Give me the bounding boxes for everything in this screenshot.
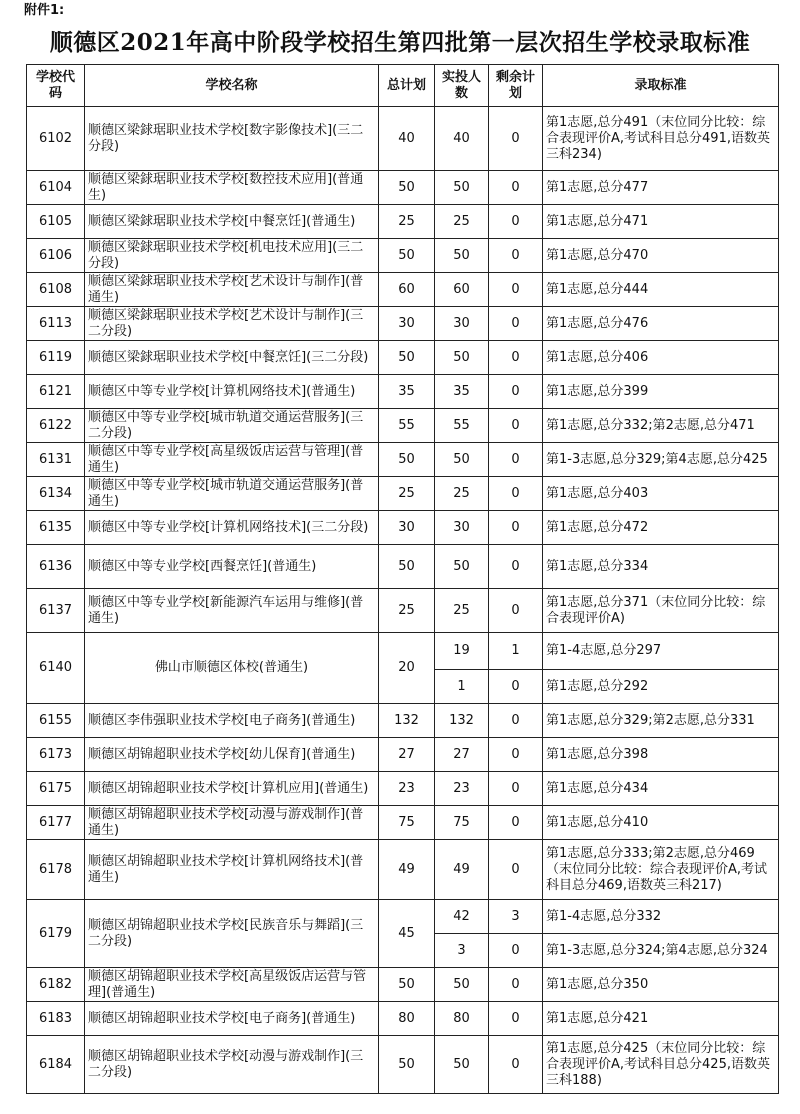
total-plan-cell: 50 <box>379 1036 435 1094</box>
header-actual: 实投人数 <box>435 65 489 107</box>
remaining-plan-cell: 0 <box>489 704 543 738</box>
remaining-plan-cell: 0 <box>489 273 543 307</box>
remaining-plan-cell: 0 <box>489 409 543 443</box>
remaining-plan-cell: 0 <box>489 670 543 704</box>
actual-count-cell: 27 <box>435 738 489 772</box>
actual-count-cell: 19 <box>435 633 489 670</box>
actual-count-cell: 80 <box>435 1002 489 1036</box>
remaining-plan-cell: 0 <box>489 840 543 900</box>
header-code: 学校代码 <box>27 65 85 107</box>
actual-count-cell: 30 <box>435 307 489 341</box>
actual-count-cell: 50 <box>435 171 489 205</box>
remaining-plan-cell: 0 <box>489 171 543 205</box>
total-plan-cell: 132 <box>379 704 435 738</box>
admission-standard-cell: 第1-3志愿,总分324;第4志愿,总分324 <box>543 934 779 968</box>
admission-standard-cell: 第1-4志愿,总分332 <box>543 900 779 934</box>
total-plan-cell: 75 <box>379 806 435 840</box>
school-code-cell: 6178 <box>27 840 85 900</box>
actual-count-cell: 35 <box>435 375 489 409</box>
page-title: 顺德区2021年高中阶段学校招生第四批第一层次招生学校录取标准 <box>49 29 751 56</box>
school-code-cell: 6182 <box>27 968 85 1002</box>
actual-count-cell: 75 <box>435 806 489 840</box>
total-plan-cell: 50 <box>379 239 435 273</box>
school-code-cell: 6140 <box>27 633 85 704</box>
table-row <box>27 171 779 205</box>
table-row <box>27 1036 779 1094</box>
total-plan-cell: 49 <box>379 840 435 900</box>
total-plan-cell: 60 <box>379 273 435 307</box>
remaining-plan-cell: 0 <box>489 589 543 633</box>
school-name-cell: 顺德区李伟强职业技术学校[电子商务](普通生) <box>85 704 379 738</box>
actual-count-cell: 50 <box>435 968 489 1002</box>
total-plan-cell: 50 <box>379 171 435 205</box>
school-name-cell: 顺德区中等专业学校[城市轨道交通运营服务](普通生) <box>85 477 379 511</box>
school-name-cell: 顺德区中等专业学校[高星级饭店运营与管理](普通生) <box>85 443 379 477</box>
admission-standard-cell: 第1志愿,总分334 <box>543 545 779 589</box>
actual-count-cell: 60 <box>435 273 489 307</box>
school-code-cell: 6175 <box>27 772 85 806</box>
admission-standard-cell: 第1志愿,总分472 <box>543 511 779 545</box>
school-code-cell: 6155 <box>27 704 85 738</box>
remaining-plan-cell: 0 <box>489 341 543 375</box>
school-code-cell: 6106 <box>27 239 85 273</box>
admission-standard-cell: 第1志愿,总分350 <box>543 968 779 1002</box>
table-row <box>27 239 779 273</box>
school-name-cell: 顺德区中等专业学校[新能源汽车运用与维修](普通生) <box>85 589 379 633</box>
actual-count-cell: 40 <box>435 107 489 171</box>
remaining-plan-cell: 0 <box>489 968 543 1002</box>
remaining-plan-cell: 0 <box>489 107 543 171</box>
admission-standard-cell: 第1志愿,总分329;第2志愿,总分331 <box>543 704 779 738</box>
header-remain: 剩余计划 <box>489 65 543 107</box>
school-name-cell: 顺德区梁銶琚职业技术学校[数字影像技术](三二分段) <box>85 107 379 171</box>
school-name-cell: 顺德区胡锦超职业技术学校[民族音乐与舞蹈](三二分段) <box>85 900 379 968</box>
remaining-plan-cell: 0 <box>489 1002 543 1036</box>
admission-standard-cell: 第1志愿,总分398 <box>543 738 779 772</box>
school-name-cell: 顺德区梁銶琚职业技术学校[数控技术应用](普通生) <box>85 171 379 205</box>
total-plan-cell: 50 <box>379 341 435 375</box>
school-code-cell: 6105 <box>27 205 85 239</box>
remaining-plan-cell: 0 <box>489 375 543 409</box>
total-plan-cell: 80 <box>379 1002 435 1036</box>
school-code-cell: 6108 <box>27 273 85 307</box>
admission-standard-cell: 第1志愿,总分371（末位同分比较：综合表现评价A) <box>543 589 779 633</box>
school-name-cell: 顺德区胡锦超职业技术学校[动漫与游戏制作](三二分段) <box>85 1036 379 1094</box>
admission-standard-cell: 第1志愿,总分421 <box>543 1002 779 1036</box>
school-code-cell: 6113 <box>27 307 85 341</box>
school-name-cell: 顺德区梁銶琚职业技术学校[中餐烹饪](普通生) <box>85 205 379 239</box>
school-code-cell: 6122 <box>27 409 85 443</box>
admission-standard-cell: 第1-4志愿,总分297 <box>543 633 779 670</box>
admission-standard-cell: 第1志愿,总分425（末位同分比较：综合表现评价A,考试科目总分425,语数英三科188) <box>543 1036 779 1094</box>
admission-standard-cell: 第1志愿,总分491（末位同分比较：综合表现评价A,考试科目总分491,语数英三科234) <box>543 107 779 171</box>
admission-standard-cell: 第1志愿,总分292 <box>543 670 779 704</box>
total-plan-cell: 55 <box>379 409 435 443</box>
actual-count-cell: 132 <box>435 704 489 738</box>
actual-count-cell: 55 <box>435 409 489 443</box>
table-row <box>27 375 779 409</box>
actual-count-cell: 1 <box>435 670 489 704</box>
table-row <box>27 273 779 307</box>
actual-count-cell: 25 <box>435 589 489 633</box>
admission-standard-cell: 第1志愿,总分434 <box>543 772 779 806</box>
table-row <box>27 738 779 772</box>
table-row <box>27 633 779 670</box>
actual-count-cell: 50 <box>435 443 489 477</box>
remaining-plan-cell: 1 <box>489 633 543 670</box>
table-row <box>27 107 779 171</box>
school-code-cell: 6136 <box>27 545 85 589</box>
table-row <box>27 968 779 1002</box>
table-row <box>27 704 779 738</box>
total-plan-cell: 40 <box>379 107 435 171</box>
school-name-cell: 顺德区胡锦超职业技术学校[动漫与游戏制作](普通生) <box>85 806 379 840</box>
school-name-cell: 顺德区梁銶琚职业技术学校[艺术设计与制作](普通生) <box>85 273 379 307</box>
school-name-cell: 顺德区中等专业学校[西餐烹饪](普通生) <box>85 545 379 589</box>
school-name-cell: 顺德区中等专业学校[计算机网络技术](三二分段) <box>85 511 379 545</box>
remaining-plan-cell: 0 <box>489 307 543 341</box>
school-name-cell: 顺德区胡锦超职业技术学校[幼儿保育](普通生) <box>85 738 379 772</box>
admission-table <box>26 64 779 1094</box>
total-plan-cell: 25 <box>379 589 435 633</box>
school-name-cell: 顺德区胡锦超职业技术学校[电子商务](普通生) <box>85 1002 379 1036</box>
school-code-cell: 6137 <box>27 589 85 633</box>
actual-count-cell: 25 <box>435 477 489 511</box>
table-row <box>27 806 779 840</box>
table-row <box>27 307 779 341</box>
school-name-cell: 顺德区梁銶琚职业技术学校[机电技术应用](三二分段) <box>85 239 379 273</box>
school-name-cell: 顺德区中等专业学校[城市轨道交通运营服务](三二分段) <box>85 409 379 443</box>
total-plan-cell: 27 <box>379 738 435 772</box>
actual-count-cell: 50 <box>435 239 489 273</box>
school-name-cell: 佛山市顺德区体校(普通生) <box>85 633 379 704</box>
table-row <box>27 772 779 806</box>
school-code-cell: 6179 <box>27 900 85 968</box>
school-code-cell: 6177 <box>27 806 85 840</box>
remaining-plan-cell: 0 <box>489 511 543 545</box>
actual-count-cell: 30 <box>435 511 489 545</box>
header-standard: 录取标准 <box>543 65 779 107</box>
actual-count-cell: 50 <box>435 545 489 589</box>
school-code-cell: 6184 <box>27 1036 85 1094</box>
school-name-cell: 顺德区梁銶琚职业技术学校[艺术设计与制作](三二分段) <box>85 307 379 341</box>
school-name-cell: 顺德区中等专业学校[计算机网络技术](普通生) <box>85 375 379 409</box>
remaining-plan-cell: 0 <box>489 545 543 589</box>
admission-standard-cell: 第1志愿,总分399 <box>543 375 779 409</box>
table-row <box>27 205 779 239</box>
admission-standard-cell: 第1志愿,总分332;第2志愿,总分471 <box>543 409 779 443</box>
total-plan-cell: 25 <box>379 205 435 239</box>
actual-count-cell: 50 <box>435 1036 489 1094</box>
actual-count-cell: 49 <box>435 840 489 900</box>
remaining-plan-cell: 0 <box>489 738 543 772</box>
total-plan-cell: 50 <box>379 545 435 589</box>
remaining-plan-cell: 0 <box>489 239 543 273</box>
school-name-cell: 顺德区胡锦超职业技术学校[高星级饭店运营与管理](普通生) <box>85 968 379 1002</box>
admission-standard-cell: 第1志愿,总分444 <box>543 273 779 307</box>
table-row <box>27 589 779 633</box>
school-code-cell: 6121 <box>27 375 85 409</box>
table-row <box>27 409 779 443</box>
admission-standard-cell: 第1志愿,总分410 <box>543 806 779 840</box>
total-plan-cell: 35 <box>379 375 435 409</box>
total-plan-cell: 50 <box>379 968 435 1002</box>
table-row <box>27 900 779 934</box>
school-code-cell: 6135 <box>27 511 85 545</box>
remaining-plan-cell: 0 <box>489 443 543 477</box>
admission-standard-cell: 第1志愿,总分333;第2志愿,总分469（末位同分比较：综合表现评价A,考试科目总分469,语数英三科217) <box>543 840 779 900</box>
total-plan-cell: 20 <box>379 633 435 704</box>
table-row <box>27 341 779 375</box>
remaining-plan-cell: 0 <box>489 772 543 806</box>
admission-standard-cell: 第1志愿,总分470 <box>543 239 779 273</box>
remaining-plan-cell: 0 <box>489 806 543 840</box>
school-name-cell: 顺德区胡锦超职业技术学校[计算机应用](普通生) <box>85 772 379 806</box>
actual-count-cell: 25 <box>435 205 489 239</box>
admission-standard-cell: 第1志愿,总分477 <box>543 171 779 205</box>
admission-standard-cell: 第1志愿,总分406 <box>543 341 779 375</box>
table-row <box>27 545 779 589</box>
school-code-cell: 6173 <box>27 738 85 772</box>
school-name-cell: 顺德区胡锦超职业技术学校[计算机网络技术](普通生) <box>85 840 379 900</box>
remaining-plan-cell: 0 <box>489 934 543 968</box>
school-code-cell: 6102 <box>27 107 85 171</box>
attachment-label: 附件1: <box>24 3 65 18</box>
admission-standard-cell: 第1志愿,总分476 <box>543 307 779 341</box>
table-row <box>27 1002 779 1036</box>
table-row <box>27 477 779 511</box>
remaining-plan-cell: 3 <box>489 900 543 934</box>
school-code-cell: 6119 <box>27 341 85 375</box>
header-total: 总计划 <box>379 65 435 107</box>
total-plan-cell: 45 <box>379 900 435 968</box>
admission-standard-cell: 第1志愿,总分471 <box>543 205 779 239</box>
total-plan-cell: 30 <box>379 511 435 545</box>
table-row <box>27 840 779 900</box>
remaining-plan-cell: 0 <box>489 477 543 511</box>
school-name-cell: 顺德区梁銶琚职业技术学校[中餐烹饪](三二分段) <box>85 341 379 375</box>
remaining-plan-cell: 0 <box>489 205 543 239</box>
school-code-cell: 6104 <box>27 171 85 205</box>
admission-standard-cell: 第1-3志愿,总分329;第4志愿,总分425 <box>543 443 779 477</box>
table-row <box>27 511 779 545</box>
actual-count-cell: 42 <box>435 900 489 934</box>
header-row <box>27 65 779 107</box>
actual-count-cell: 3 <box>435 934 489 968</box>
total-plan-cell: 50 <box>379 443 435 477</box>
header-name: 学校名称 <box>85 65 379 107</box>
table-row <box>27 443 779 477</box>
actual-count-cell: 23 <box>435 772 489 806</box>
school-code-cell: 6183 <box>27 1002 85 1036</box>
total-plan-cell: 23 <box>379 772 435 806</box>
total-plan-cell: 30 <box>379 307 435 341</box>
school-code-cell: 6134 <box>27 477 85 511</box>
table-body <box>27 107 779 1094</box>
school-code-cell: 6131 <box>27 443 85 477</box>
remaining-plan-cell: 0 <box>489 1036 543 1094</box>
actual-count-cell: 50 <box>435 341 489 375</box>
admission-standard-cell: 第1志愿,总分403 <box>543 477 779 511</box>
total-plan-cell: 25 <box>379 477 435 511</box>
